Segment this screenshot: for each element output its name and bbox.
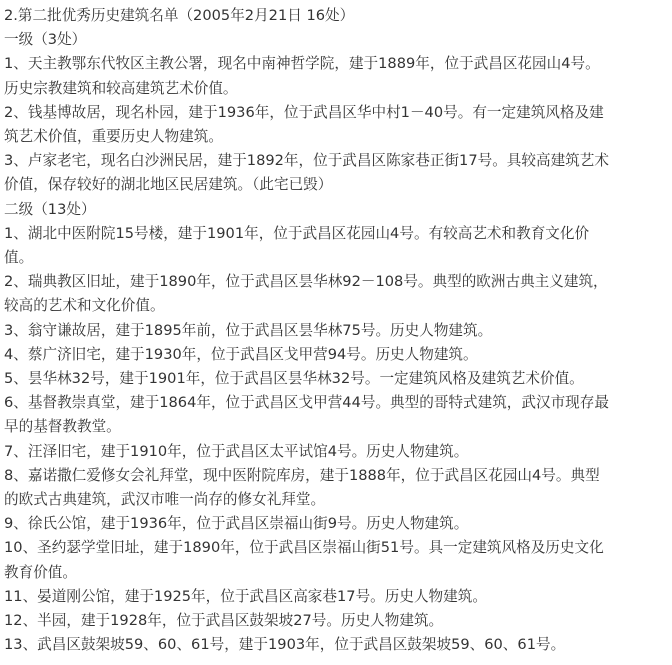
text-line: 10、圣约瑟学堂旧址，建于1890年，位于武昌区崇福山街51号。具一定建筑风格及历史文化 xyxy=(4,539,604,557)
text-line: 6、基督教崇真堂，建于1864年，位于武昌区戈甲营44号。典型的哥特式建筑，武汉市现存最 xyxy=(4,394,609,412)
text-line: 1、湖北中医附院15号楼，建于1901年，位于武昌区花园山4号。有较高艺术和教育文化价 xyxy=(4,224,590,242)
text-line: 教育价值。 xyxy=(4,563,77,581)
text-line: 8、嘉诺撒仁爱修女会礼拜堂，现中医附院库房，建于1888年，位于武昌区花园山4号。典型 xyxy=(4,466,600,484)
text-line: 9、徐氏公馆，建于1936年，位于武昌区崇福山街9号。历史人物建筑。 xyxy=(4,515,469,533)
text-line: 较高的艺术和文化价值。 xyxy=(4,297,165,315)
text-line: 2、瑞典教区旧址，建于1890年，位于武昌区昙华林92－108号。典型的欧洲古典主义建筑， xyxy=(4,273,608,291)
text-line: 1、天主教鄂东代牧区主教公署，现名中南神哲学院，建于1889年，位于武昌区花园山4号。 xyxy=(4,55,600,73)
text-line: 筑艺术价值，重要历史人物建筑。 xyxy=(4,128,223,146)
text-line: 早的基督教教堂。 xyxy=(4,418,121,436)
text-line: 4、蔡广济旧宅，建于1930年，位于武昌区戈甲营94号。历史人物建筑。 xyxy=(4,345,478,363)
text-line: 历史宗教建筑和较高建筑艺术价值。 xyxy=(4,79,238,97)
text-line: 12、半园，建于1928年，位于武昌区鼓架坡27号。历史人物建筑。 xyxy=(4,612,444,630)
section-heading-grade-2: 二级（13处） xyxy=(4,200,96,218)
text-line: 11、晏道刚公馆，建于1925年，位于武昌区高家巷17号。历史人物建筑。 xyxy=(4,587,487,605)
text-line: 价值，保存较好的湖北地区民居建筑。（此宅已毁） xyxy=(4,176,333,194)
text-line: 5、昙华林32号，建于1901年，位于武昌区昙华林32号。一定建筑风格及建筑艺术价值。 xyxy=(4,370,584,388)
text-line: 7、汪泽旧宅，建于1910年，位于武昌区太平试馆4号。历史人物建筑。 xyxy=(4,442,469,460)
text-line: 值。 xyxy=(4,249,34,267)
text-line: 的欧式古典建筑，武汉市唯一尚存的修女礼拜堂。 xyxy=(4,491,326,509)
heading-batch-title: 2.第二批优秀历史建筑名单（2005年2月21日 16处） xyxy=(4,7,355,24)
section-heading-grade-1: 一级（3处） xyxy=(4,31,87,49)
text-line: 3、卢家老宅，现名白沙洲民居，建于1892年，位于武昌区陈家巷正街17号。具较高建筑艺术 xyxy=(4,152,609,170)
text-line: 13、武昌区鼓架坡59、60、61号，建于1903年，位于武昌区鼓架坡59、60、61号。 xyxy=(4,636,566,654)
text-line: 2、钱基博故居，现名朴园，建于1936年，位于武昌区华中村1－40号。有一定建筑风格及建 xyxy=(4,103,604,121)
text-line: 3、翁守谦故居，建于1895年前，位于武昌区昙华林75号。历史人物建筑。 xyxy=(4,321,493,339)
